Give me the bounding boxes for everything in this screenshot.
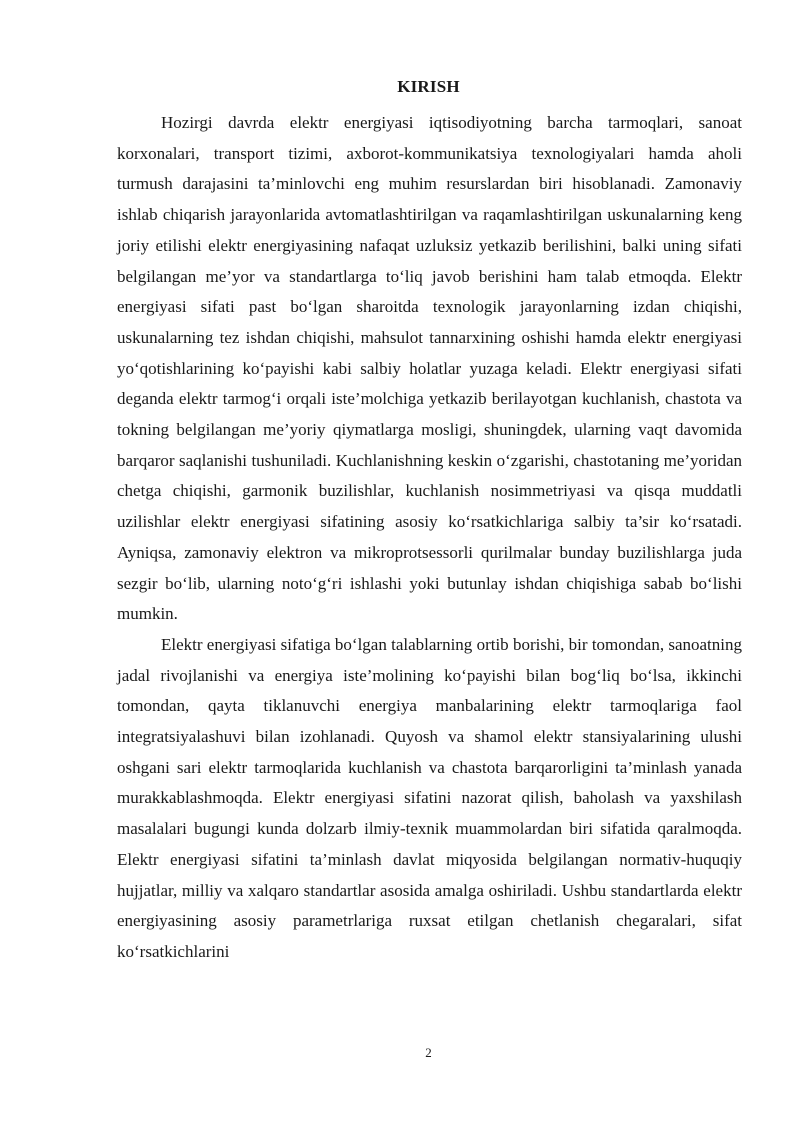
page-number: 2 bbox=[425, 1045, 432, 1060]
paragraph-1: Hozirgi davrda elektr energiyasi iqtisodiyotning barcha tarmoqlari, sanoat korxonalari, transport tizimi, axborot-kommunikatsiya texnologiyalari hamda aholi turmush darajasini ta’minlovchi eng muhim resurslardan biri hisoblanadi. Zamonaviy ishlab chiqarish jarayonlarida avtomatlashtirilgan va raqamlashtirilgan uskunalarning keng joriy etilishi elektr energiyasining nafaqat uzluksiz yetkazib berilishini, balki uning sifati belgilangan me’yor va standartlarga to‘liq javob berishini ham talab etmoqda. Elektr energiyasi sifati past bo‘lgan sharoitda texnologik jarayonlarning izdan chiqishi, uskunalarning tez ishdan chiqishi, mahsulot tannarxining oshishi hamda elektr energiyasi yo‘qotishlarining ko‘payishi kabi salbiy holatlar yuzaga keladi. Elektr energiyasi sifati deganda elektr tarmog‘i orqali iste’molchiga yetkazib berilayotgan kuchlanish, chastota va tokning belgilangan me’yoriy qiymatlarga mosligi, shuningdek, ularning vaqt davomida barqaror saqlanishi tushuniladi. Kuchlanishning keskin o‘zgarishi, chastotaning me’yoridan chetga chiqishi, garmonik buzilishlar, kuchlanish nosimmetriyasi va qisqa muddatli uzilishlar elektr energiyasi sifatining asosiy ko‘rsatkichlariga salbiy ta’sir ko‘rsatadi. Ayniqsa, zamonaviy elektron va mikroprotsessorli qurilmalar bunday buzilishlarga juda sezgir bo‘lib, ularning noto‘g‘ri ishlashi yoki butunlay ishdan chiqishiga sabab bo‘lishi mumkin. bbox=[117, 113, 742, 624]
paragraph-2: Elektr energiyasi sifatiga bo‘lgan talablarning ortib borishi, bir tomondan, sanoatning jadal rivojlanishi va energiya iste’molining ko‘payishi bilan bog‘liq bo‘lsa, ikkinchi tomondan, qayta tiklanuvchi energiya manbalarining elektr tarmoqlariga faol integratsiyalashuvi bilan izohlanadi. Quyosh va shamol elektr stansiyalarining ulushi oshgani sari elektr tarmoqlarida kuchlanish va chastota barqarorligini ta’minlash yanada murakkablashmoqda. Elektr energiyasi sifatini nazorat qilish, baholash va yaxshilash masalalari bugungi kunda dolzarb ilmiy-texnik muammolardan biri sifatida qaralmoqda. Elektr energiyasi sifatini ta’minlash davlat miqyosida belgilangan normativ-huquqiy hujjatlar, milliy va xalqaro standartlar asosida amalga oshiriladi. Ushbu standartlarda elektr energiyasining asosiy parametrlariga ruxsat etilgan chetlanish chegaralari, sifat ko‘rsatkichlarini bbox=[117, 634, 742, 961]
body-text bbox=[117, 108, 742, 968]
section-heading: KIRISH bbox=[397, 77, 460, 96]
